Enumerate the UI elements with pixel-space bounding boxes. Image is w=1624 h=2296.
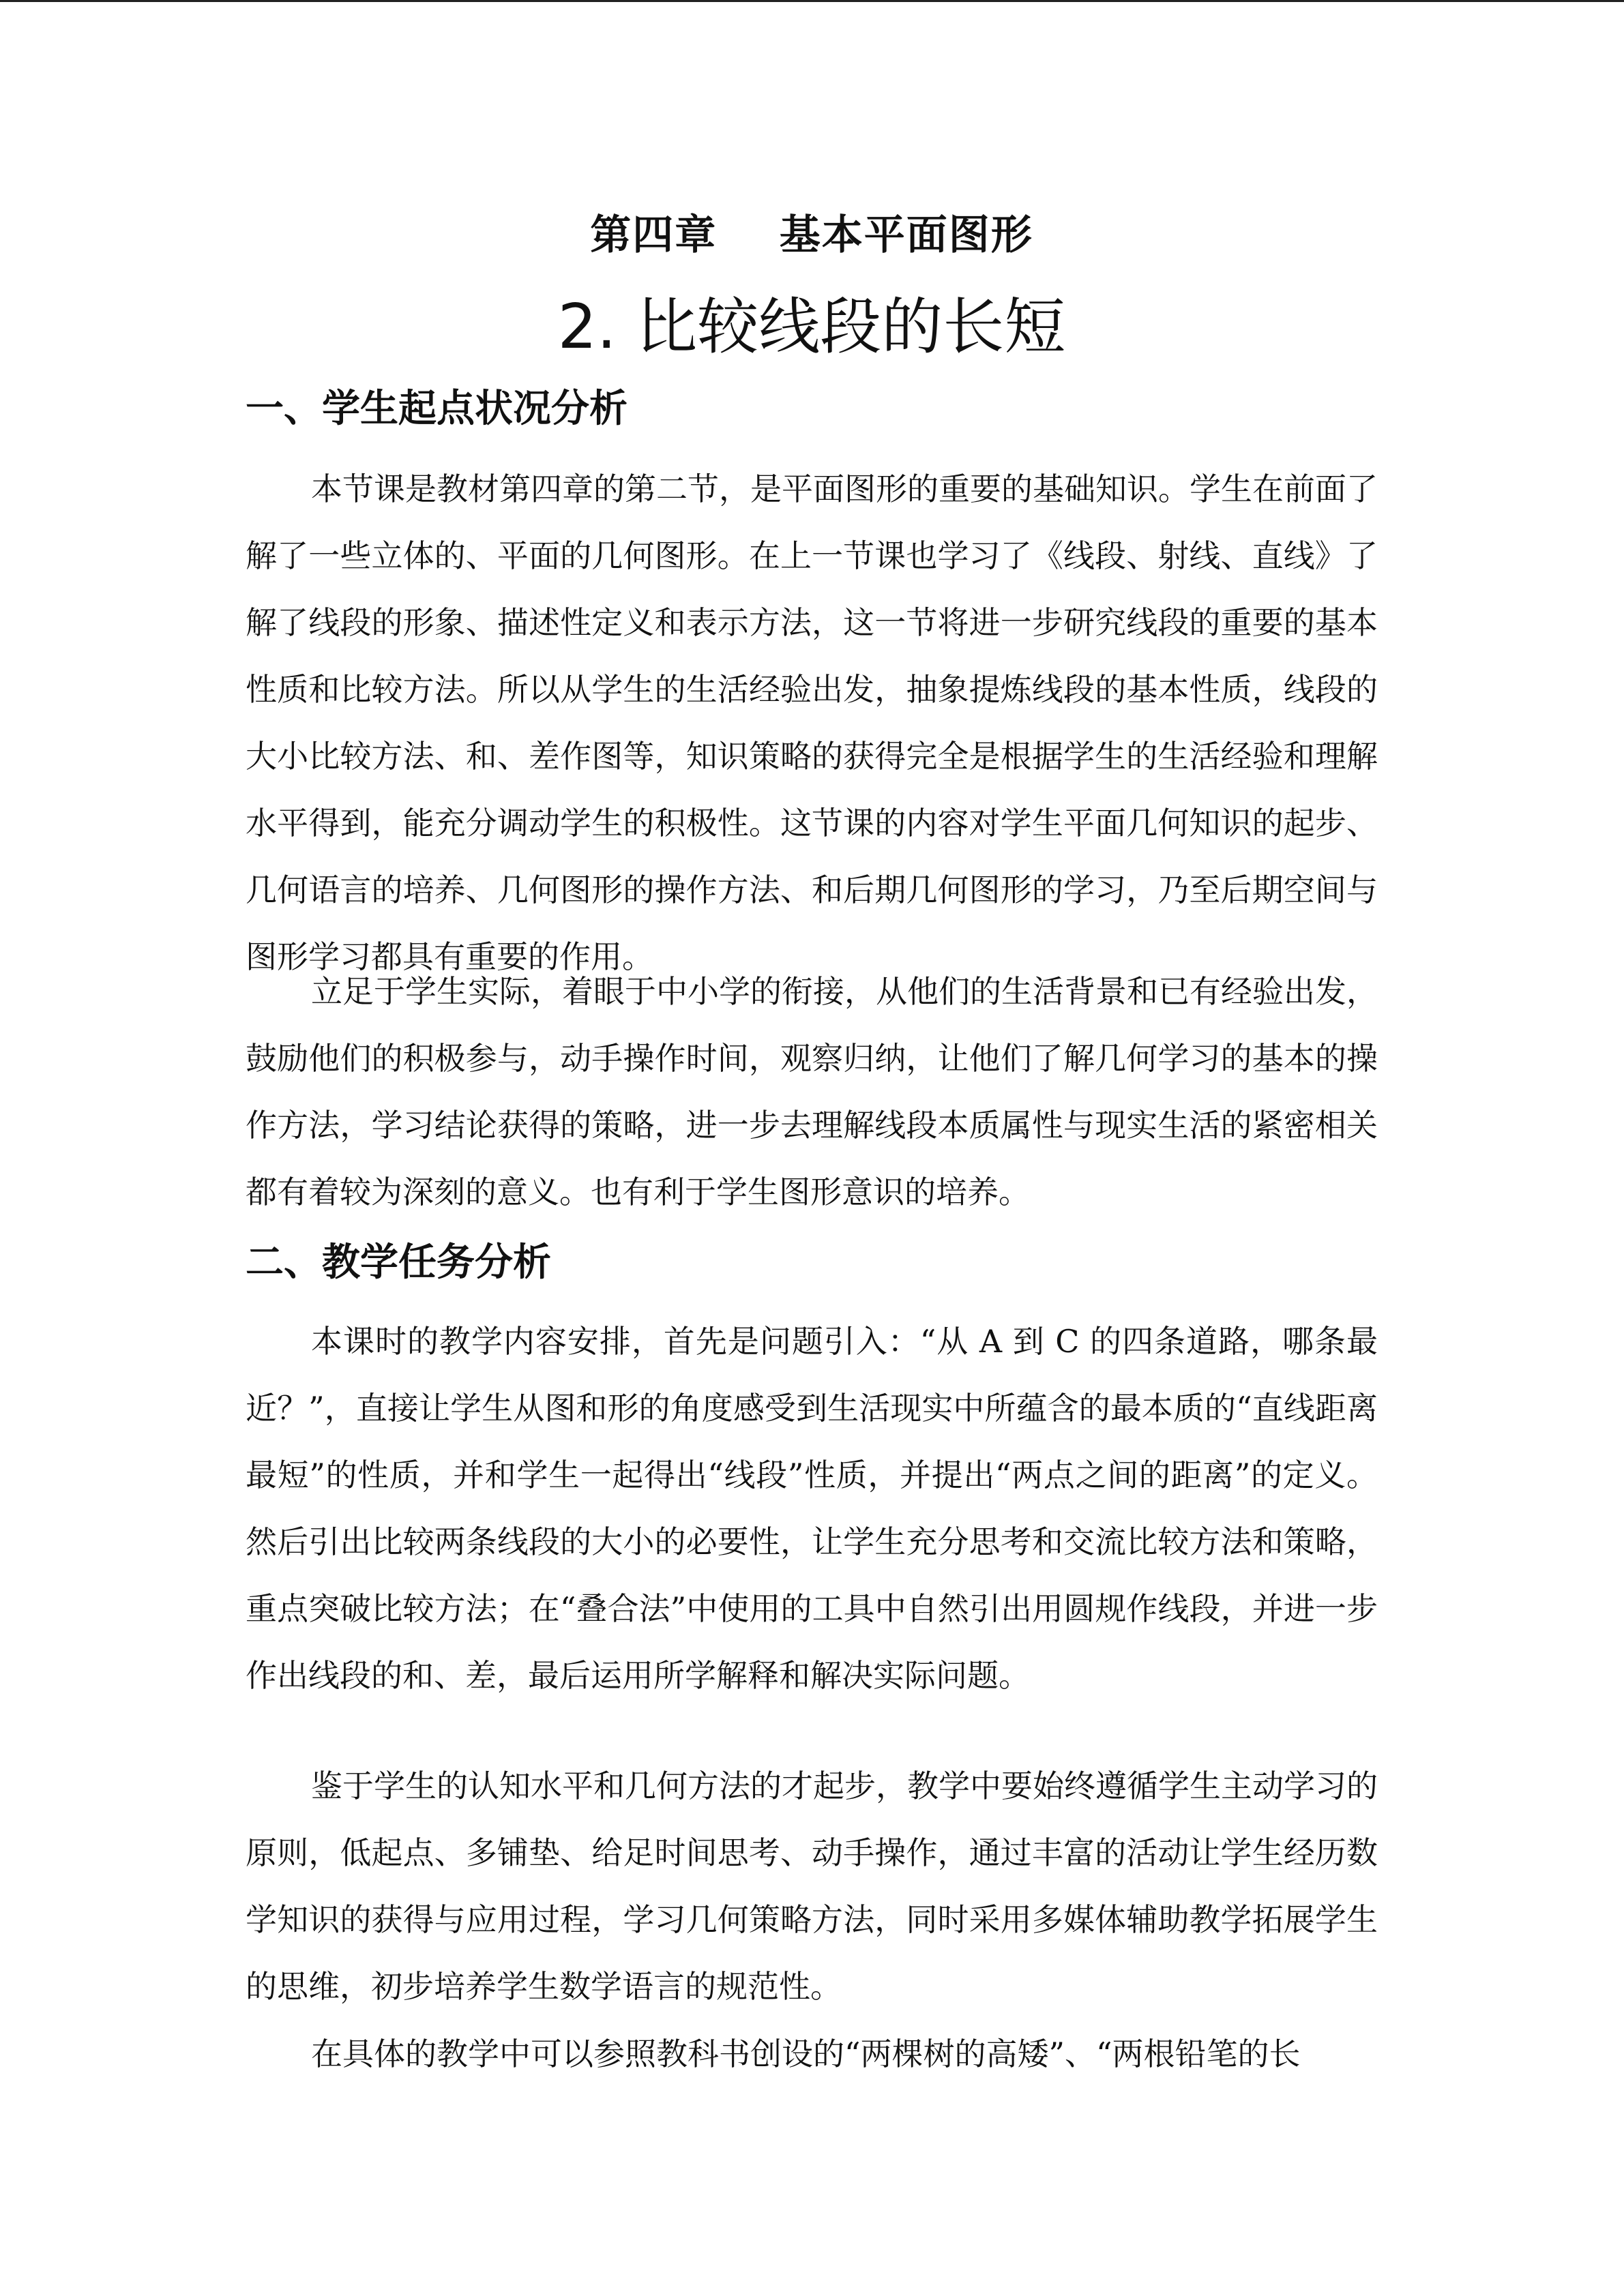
paragraph-student-analysis-1: 本节课是教材第四章的第二节，是平面图形的重要的基础知识。学生在前面了解了一些立体的、平面的几何图形。在上一节课也学习了《线段、射线、直线》了解了线段的形象、描述性定义和表示方法，这一节将进一步研究线段的重要的基本性质和比较方法。所以从学生的生活经验出发，抽象提炼线段的基本性质，线段的大小比较方法、和、差作图等，知识策略的获得完全是根据学生的生活经验和理解水平得到，能充分调动学生的积极性。这节课的内容对学生平面几何知识的起步、几何语言的培养、几何图形的操作方法、和后期几何图形的学习，乃至后期空间与图形学习都具有重要的作用。 xyxy=(246,471,1378,975)
paragraph-teaching-task-1: 本课时的教学内容安排，首先是问题引入：“从 A 到 C 的四条道路，哪条最近？”，直接让学生从图和形的角度感受到生活现实中所蕴含的最本质的“直线距离最短”的性质，并和学生一起得出“线段”性质，并提出“两点之间的距离”的定义。然后引出比较两条线段的大小的必要性，让学生充分思考和交流比较方法和策略，重点突破比较方法；在“叠合法”中使用的工具中自然引出用圆规作线段，并进一步作出线段的和、差，最后运用所学解释和解决实际问题。 xyxy=(246,1323,1378,1694)
section-heading-student-analysis: 一、学生起点状况分析 xyxy=(246,387,628,431)
section-heading-teaching-task: 二、教学任务分析 xyxy=(246,1240,551,1285)
paragraph-teaching-task-2: 鉴于学生的认知水平和几何方法的才起步，教学中要始终遵循学生主动学习的原则，低起点、多铺垫、给足时间思考、动手操作，通过丰富的活动让学生经历数学知识的获得与应用过程，学习几何策略方法，同时采用多媒体辅助教学拓展学生的思维，初步培养学生数学语言的规范性。 xyxy=(246,1768,1378,2005)
lesson-title: 2. 比较线段的长短 xyxy=(557,291,1066,363)
top-border-line xyxy=(0,0,1624,2)
paragraph-teaching-task-3: 在具体的教学中可以参照教科书创设的“两棵树的高矮”、“两根铅笔的长 xyxy=(311,2036,1301,2072)
paragraph-student-analysis-2: 立足于学生实际，着眼于中小学的衔接，从他们的生活背景和已有经验出发，鼓励他们的积极参与，动手操作时间，观察归纳，让他们了解几何学习的基本的操作方法，学习结论获得的策略，进一步去理解线段本质属性与现实生活的紧密相关都有着较为深刻的意义。也有利于学生图形意识的培养。 xyxy=(246,973,1378,1210)
chapter-title: 第四章 基本平面图形 xyxy=(590,211,1033,259)
